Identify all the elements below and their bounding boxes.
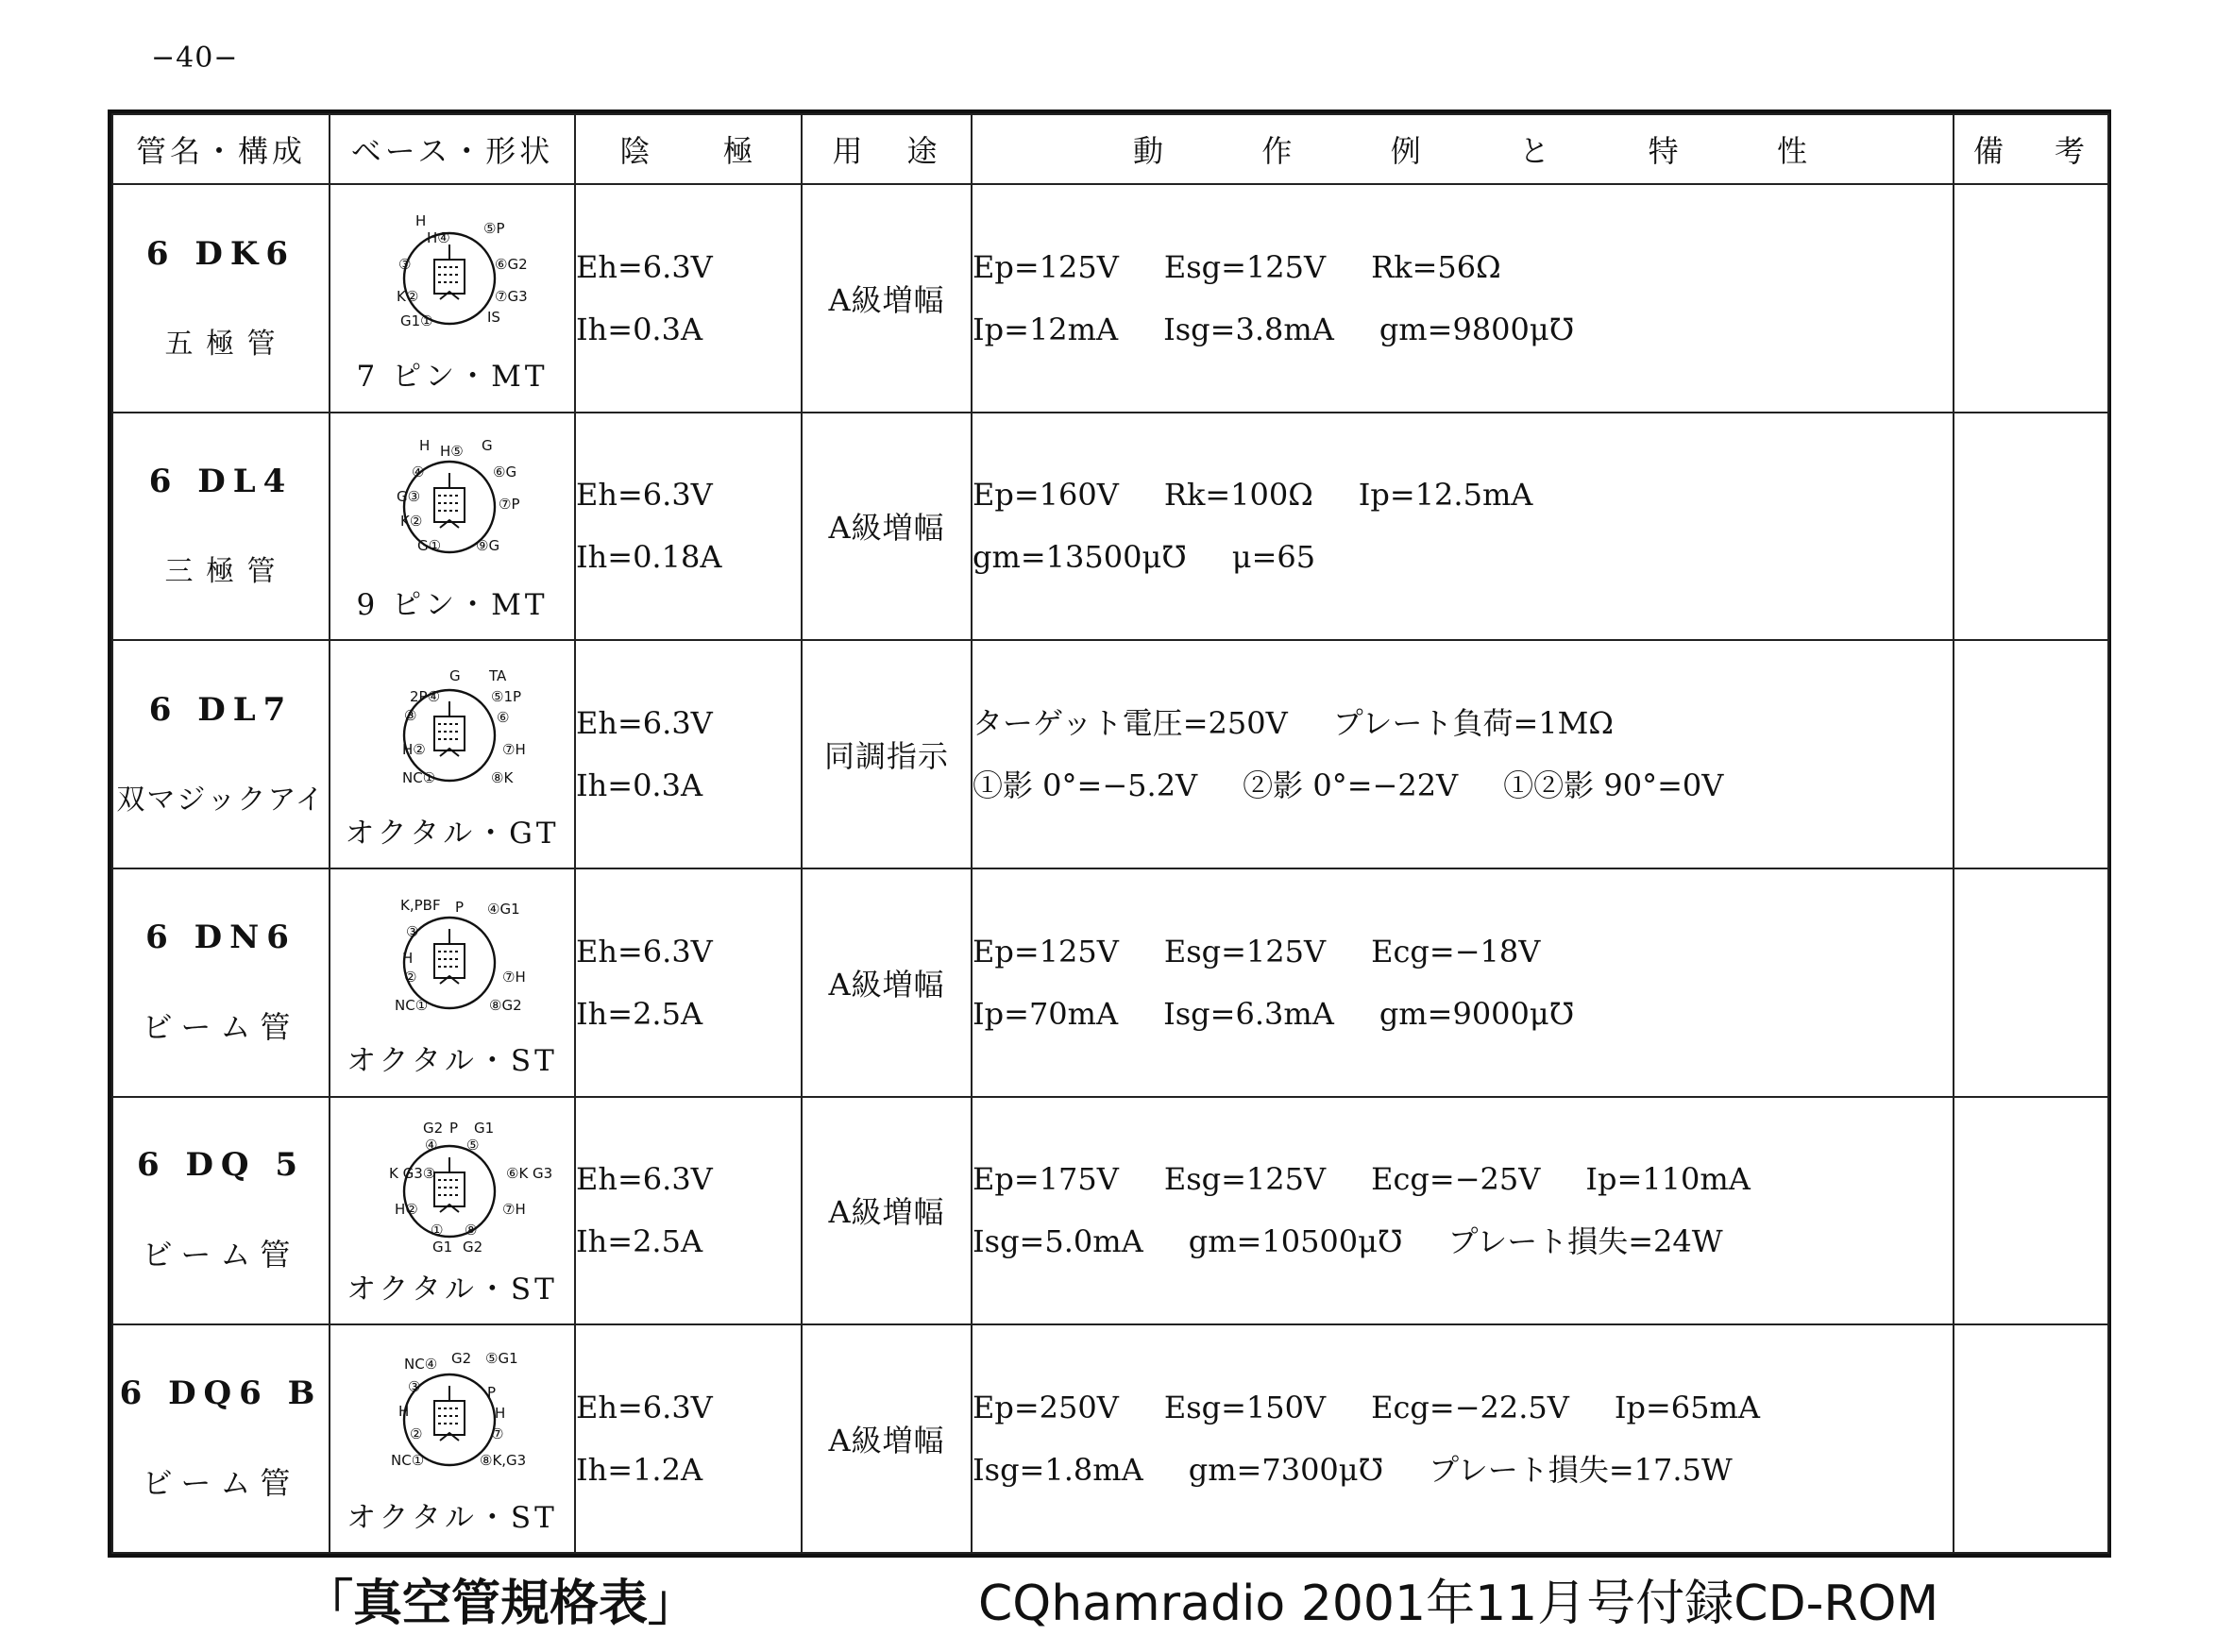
pin-label: H — [495, 1404, 506, 1422]
pin-label: G2 — [451, 1349, 472, 1367]
pin-label: ⑧K,G3 — [480, 1451, 527, 1469]
tube-base-diagram — [363, 435, 542, 577]
pin-label: H② — [395, 1200, 418, 1218]
ops-value: プレート負荷=1MΩ — [1332, 705, 1614, 742]
pin-label: IS — [487, 309, 500, 327]
tube-row — [112, 868, 2108, 1097]
tube-electrode-symbol — [434, 1157, 465, 1212]
header-name: 管名・構成 — [112, 114, 330, 184]
header-char: 例 — [1390, 133, 1425, 169]
header-notes — [1954, 114, 2108, 184]
ops-value: Ip=110mA — [1585, 1161, 1751, 1198]
ops-line — [973, 298, 1953, 361]
ops-value: Isg=5.0mA — [973, 1223, 1143, 1260]
tube-notes-cell — [1954, 1097, 2108, 1325]
tube-name-cell — [112, 868, 330, 1097]
tube-cathode-cell — [575, 1324, 802, 1553]
tube-cathode-cell — [575, 1097, 802, 1325]
tube-electrode-symbol — [434, 701, 465, 756]
cathode-rating: Eh=6.3V — [576, 1161, 713, 1198]
pin-label: ⑤1P — [491, 687, 522, 705]
pin-label: ⑤P — [483, 220, 505, 238]
tube-base-label: オクタル・ST — [347, 1272, 558, 1306]
tube-cathode-cell — [575, 413, 802, 641]
tube-base-label: オクタル・ST — [347, 1044, 558, 1079]
pin-label: H② — [402, 740, 426, 758]
ops-value: Ep=125V — [973, 933, 1119, 969]
pin-label: G① — [417, 536, 442, 554]
tube-name: 6 DL4 — [148, 463, 294, 501]
ops-value: ①影 0°=−5.2V — [973, 767, 1198, 804]
pin-label: G1 — [474, 1119, 495, 1137]
tube-ops-cell — [972, 868, 1954, 1097]
tube-ops-cell — [972, 1097, 1954, 1325]
ops-value: Esg=150V — [1163, 1390, 1327, 1426]
pin-label: ④ — [425, 1136, 438, 1154]
ops-line — [973, 692, 1953, 754]
pin-label: ⑥G2 — [495, 256, 528, 274]
pin-label: NC④ — [404, 1355, 438, 1373]
ops-value: ①②影 90°=0V — [1503, 767, 1724, 804]
ops-value: Ecg=−25V — [1371, 1161, 1541, 1198]
pin-label: ⑤ — [466, 1136, 480, 1154]
tube-use-cell: A級増幅 — [802, 413, 972, 641]
header-cathode — [575, 114, 802, 184]
tube-name: 6 DK6 — [145, 234, 296, 273]
footer-source: CQhamradio 2001年11月号付録CD-ROM — [978, 1576, 1939, 1632]
ops-value: gm=9800μ℧ — [1379, 311, 1575, 347]
pin-label: K,PBF — [400, 897, 441, 915]
pin-label: G — [482, 436, 493, 454]
tube-electrode-symbol — [434, 1386, 465, 1441]
header-char: 性 — [1776, 133, 1811, 169]
pin-label: ⑦G3 — [495, 288, 528, 306]
tube-name: 6 DQ6 B — [119, 1374, 323, 1413]
ops-value: Ip=70mA — [973, 995, 1119, 1032]
ops-value: Rk=56Ω — [1371, 248, 1501, 285]
tube-electrode-symbol — [434, 929, 465, 984]
ops-value: Isg=1.8mA — [973, 1452, 1143, 1489]
ops-value: ②影 0°=−22V — [1243, 767, 1459, 804]
tube-ops-cell — [972, 184, 1954, 413]
tube-base-diagram — [363, 1348, 542, 1490]
ops-line — [973, 236, 1953, 298]
pin-label: G1 — [432, 1238, 453, 1256]
pin-label: NC① — [395, 997, 429, 1015]
ops-value: Ep=160V — [973, 477, 1119, 514]
pin-label: G2 — [463, 1238, 483, 1256]
tube-use-cell: A級増幅 — [802, 1324, 972, 1553]
ops-value: Ecg=−18V — [1371, 933, 1541, 969]
ops-line — [973, 464, 1953, 526]
ops-line — [973, 983, 1953, 1045]
tube-base-label: 7 ピン・MT — [356, 360, 549, 395]
tube-notes-cell — [1954, 413, 2108, 641]
tube-construction: 双マジックアイ — [116, 784, 326, 818]
tube-electrode-symbol — [434, 473, 465, 528]
footer-title: 「真空管規格表」 — [304, 1576, 698, 1632]
header-char: 途 — [906, 133, 941, 169]
tube-name: 6 DN6 — [145, 918, 296, 956]
pin-label: ⑥G — [493, 463, 517, 480]
pin-label: G2 — [423, 1119, 444, 1137]
header-ops — [972, 114, 1954, 184]
tube-row — [112, 1097, 2108, 1325]
ops-value: Ep=125V — [973, 248, 1119, 285]
tube-base-label: オクタル・ST — [347, 1500, 558, 1535]
tube-construction: ビーム管 — [142, 1237, 300, 1273]
ops-value: gm=10500μ℧ — [1188, 1223, 1403, 1260]
cathode-rating: Ih=1.2A — [576, 1452, 703, 1489]
header-base: ベース・形状 — [330, 114, 575, 184]
ops-value: μ=65 — [1231, 539, 1316, 576]
pin-label: ⑦P — [499, 495, 520, 513]
pin-label: ⑦ — [491, 1424, 504, 1442]
pin-label: ① — [431, 1221, 444, 1239]
tube-name-cell — [112, 413, 330, 641]
ops-value: gm=9000μ℧ — [1379, 995, 1575, 1032]
cathode-rating: Eh=6.3V — [576, 933, 713, 969]
pin-label: ⑧G2 — [489, 997, 522, 1015]
tube-construction: 三 極 管 — [164, 555, 278, 589]
ops-line — [973, 754, 1953, 817]
tube-use-cell: A級増幅 — [802, 868, 972, 1097]
pin-label: ③ — [398, 256, 412, 274]
cathode-rating: Eh=6.3V — [576, 1390, 713, 1426]
tube-cathode-cell — [575, 868, 802, 1097]
pin-label: G — [449, 666, 461, 684]
tube-name: 6 DQ 5 — [136, 1146, 306, 1185]
pin-label: H⑤ — [440, 442, 464, 460]
tube-base-cell — [330, 868, 575, 1097]
pin-label: TA — [489, 666, 507, 684]
ops-value: Isg=3.8mA — [1163, 311, 1334, 347]
ops-value: Ep=175V — [973, 1161, 1119, 1198]
tube-cathode-cell — [575, 640, 802, 868]
tube-name-cell — [112, 184, 330, 413]
pin-label: H — [419, 436, 431, 454]
pin-label: ④G1 — [487, 901, 520, 919]
tube-base-diagram — [363, 207, 542, 348]
tube-base-label: 9 ピン・MT — [356, 587, 549, 622]
tube-notes-cell — [1954, 640, 2108, 868]
tube-spec-table — [111, 113, 2109, 1554]
tube-base-diagram — [363, 891, 542, 1033]
pin-label: ③ — [408, 1377, 421, 1395]
tube-cathode-cell — [575, 184, 802, 413]
tube-name-cell — [112, 1324, 330, 1553]
ops-value: Ip=65mA — [1614, 1390, 1760, 1426]
tube-use-cell: A級増幅 — [802, 184, 972, 413]
ops-line — [973, 1376, 1953, 1439]
ops-value: Ep=250V — [973, 1390, 1119, 1426]
header-char: 用 — [832, 133, 867, 169]
tube-construction: ビーム管 — [142, 1008, 300, 1045]
pin-label: ⑦H — [502, 1200, 526, 1218]
ops-value: Esg=125V — [1163, 1161, 1327, 1198]
ops-value: gm=13500μ℧ — [973, 539, 1187, 576]
pin-label: ⑨G — [476, 536, 500, 554]
header-row — [112, 114, 2108, 184]
ops-value: Isg=6.3mA — [1163, 995, 1334, 1032]
header-char: 作 — [1261, 133, 1296, 169]
pin-label: P — [449, 1119, 459, 1137]
tube-base-cell — [330, 413, 575, 641]
tube-row — [112, 1324, 2108, 1553]
tube-base-diagram — [363, 664, 542, 805]
cathode-rating: Ih=0.3A — [576, 311, 703, 347]
tube-row — [112, 184, 2108, 413]
pin-label: ⑥ — [497, 708, 510, 726]
ops-line — [973, 1439, 1953, 1501]
ops-value: Esg=125V — [1163, 933, 1327, 969]
pin-label: NC① — [391, 1451, 425, 1469]
ops-line — [973, 920, 1953, 983]
pin-label: ③ — [406, 923, 419, 941]
header-char: 特 — [1648, 133, 1683, 169]
tube-use-cell: A級増幅 — [802, 1097, 972, 1325]
header-char: 考 — [2054, 133, 2089, 169]
ops-value: gm=7300μ℧ — [1188, 1452, 1384, 1489]
header-char: 極 — [722, 133, 757, 169]
tube-construction: ビーム管 — [142, 1465, 300, 1502]
pin-label: K② — [397, 288, 419, 306]
ops-value: Ecg=−22.5V — [1371, 1390, 1569, 1426]
tube-ops-cell — [972, 413, 1954, 641]
ops-value: Rk=100Ω — [1163, 477, 1313, 514]
page-number: −40− — [151, 42, 239, 75]
pin-label: ② — [410, 1424, 423, 1442]
pin-label: H — [402, 950, 414, 968]
ops-value: Esg=125V — [1163, 248, 1327, 285]
pin-label: K② — [400, 512, 423, 530]
pin-label: ⑧ — [465, 1221, 478, 1239]
ops-value: Ip=12.5mA — [1358, 477, 1533, 514]
ops-value: Ip=12mA — [973, 311, 1119, 347]
pin-label: K G3③ — [389, 1164, 436, 1182]
header-char: と — [1519, 133, 1554, 169]
tube-use-cell: 同調指示 — [802, 640, 972, 868]
ops-line — [973, 1210, 1953, 1273]
pin-label: H — [415, 212, 427, 230]
tube-electrode-symbol — [434, 244, 465, 299]
cathode-rating: Ih=2.5A — [576, 995, 703, 1032]
pin-label: ④ — [412, 463, 425, 480]
tube-base-cell — [330, 1324, 575, 1553]
pin-label: G③ — [397, 487, 421, 505]
pin-label: P — [487, 1383, 497, 1401]
ops-value: プレート損失=24W — [1447, 1223, 1723, 1260]
pin-label: ⑦H — [502, 969, 526, 986]
tube-name: 6 DL7 — [148, 691, 294, 730]
tube-base-cell — [330, 640, 575, 868]
cathode-rating: Ih=2.5A — [576, 1223, 703, 1260]
tube-base-label: オクタル・GT — [345, 816, 560, 851]
cathode-rating: Eh=6.3V — [576, 477, 713, 514]
tube-base-diagram — [363, 1119, 553, 1261]
pin-label: ② — [404, 969, 417, 986]
tube-name-cell — [112, 1097, 330, 1325]
pin-label: H④ — [427, 229, 450, 247]
cathode-rating: Eh=6.3V — [576, 248, 713, 285]
tube-notes-cell — [1954, 1324, 2108, 1553]
tube-notes-cell — [1954, 868, 2108, 1097]
pin-label: ⑧K — [491, 768, 514, 786]
cathode-rating: Eh=6.3V — [576, 705, 713, 742]
ops-line — [973, 1148, 1953, 1210]
pin-label: G1① — [400, 312, 433, 330]
tube-base-cell — [330, 1097, 575, 1325]
header-char: 陰 — [619, 133, 654, 169]
tube-base-cell — [330, 184, 575, 413]
header-use — [802, 114, 972, 184]
tube-ops-cell — [972, 640, 1954, 868]
header-char: 備 — [1973, 133, 2008, 169]
pin-label: ⑥K G3 — [506, 1164, 553, 1182]
ops-line — [973, 526, 1953, 588]
tube-spec-table-frame — [108, 110, 2111, 1558]
tube-construction: 五 極 管 — [164, 327, 278, 361]
header-char: 動 — [1133, 133, 1168, 169]
tube-ops-cell — [972, 1324, 1954, 1553]
ops-value: ターゲット電圧=250V — [973, 705, 1288, 742]
pin-label: P — [455, 899, 465, 917]
tube-notes-cell — [1954, 184, 2108, 413]
tube-row — [112, 640, 2108, 868]
tube-row — [112, 413, 2108, 641]
pin-label: H — [398, 1402, 410, 1420]
pin-label: ③ — [404, 706, 417, 724]
cathode-rating: Ih=0.3A — [576, 767, 703, 804]
pin-label: NC① — [402, 768, 436, 786]
pin-label: ⑦H — [502, 740, 526, 758]
cathode-rating: Ih=0.18A — [576, 539, 722, 576]
pin-label: ⑤G1 — [485, 1349, 518, 1367]
ops-value: プレート損失=17.5W — [1429, 1452, 1733, 1489]
pin-label: 2P④ — [410, 687, 441, 705]
tube-name-cell — [112, 640, 330, 868]
